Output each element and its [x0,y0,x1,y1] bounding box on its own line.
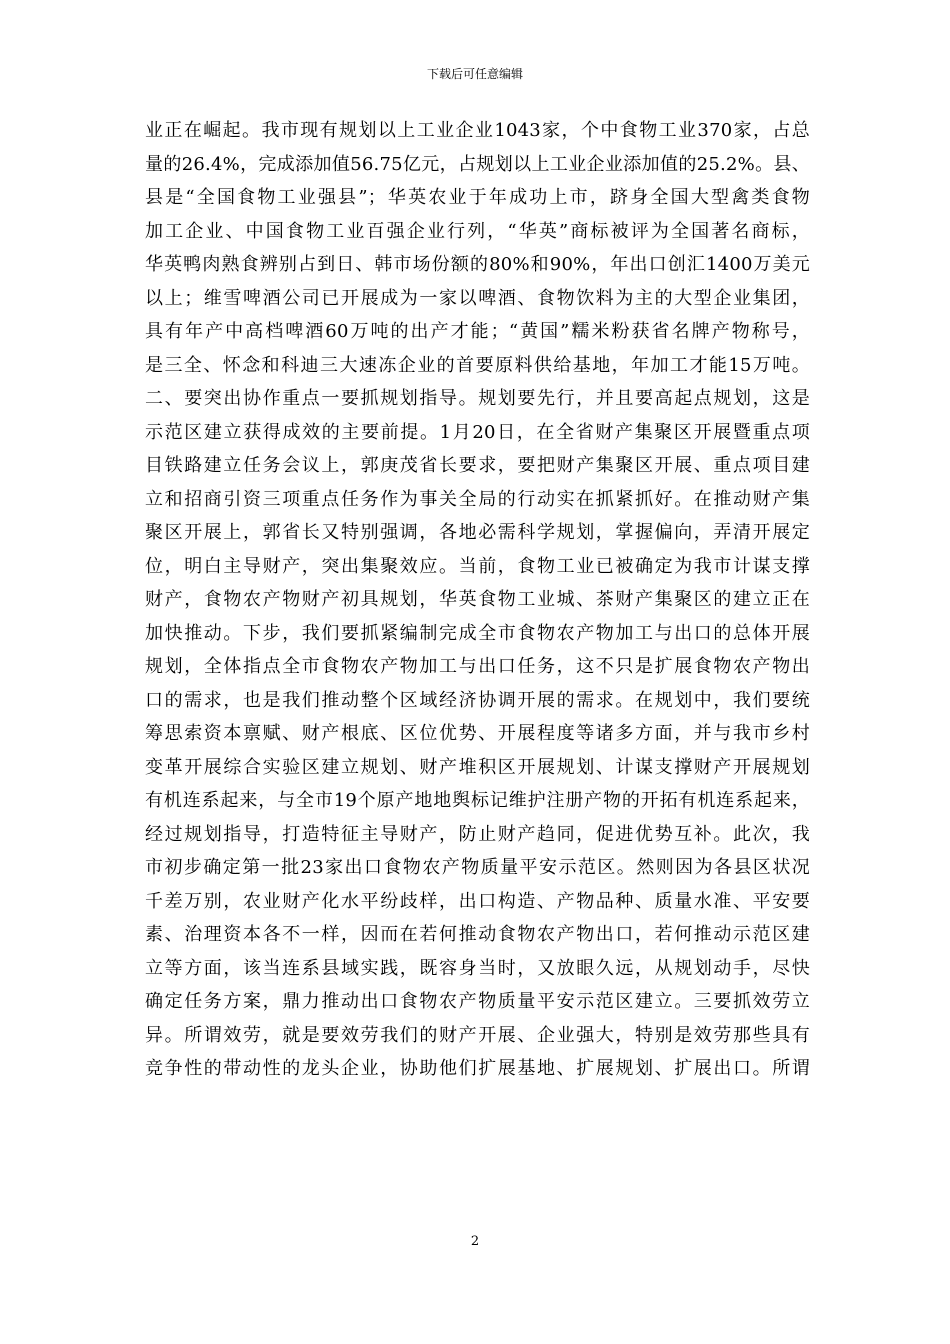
text-line: 确定任务方案，鼎力推动出口食物农产物质量平安示范区建立。三要抓效劳立 [145,991,810,1012]
text-line: 是三全、怀念和科迪三大速冻企业的首要原料供给基地，年加工才能15万吨。 [145,354,810,376]
text-line: 筹思索资本禀赋、财产根底、区位优势、开展程度等诸多方面，并与我市乡村 [145,723,810,744]
text-line: 量的26.4%，完成添加值56.75亿元，占规划以上工业企业添加值的25.2%。县、 [145,153,810,175]
page-number: 2 [470,1234,480,1249]
text-line: 聚区开展上，郭省长又特别强调，各地必需科学规划，掌握偏向，弄清开展定 [145,522,810,543]
text-line: 目铁路建立任务会议上，郭庚茂省长要求，要把财产集聚区开展、重点项目建 [145,455,810,476]
text-line: 示范区建立获得成效的主要前提。1月20日，在全省财产集聚区开展暨重点项 [145,421,810,443]
text-line: 加工企业、中国食物工业百强企业行列，“华英”商标被评为全国著名商标， [145,220,810,242]
text-line: 华英鸭肉熟食辨别占到日、韩市场份额的80%和90%，年出口创汇1400万美元 [145,254,810,275]
text-line: 财产，食物农产物财产初具规划，华英食物工业城、茶财产集聚区的建立正在 [145,589,810,610]
text-line: 变革开展综合实验区建立规划、财产堆积区开展规划、计谋支撑财产开展规划 [145,756,810,778]
text-line: 规划，全体指点全市食物农产物加工与出口任务，这不只是扩展食物农产物出 [145,656,810,677]
text-line: 具有年产中高档啤酒60万吨的出产才能；“黄国”糯米粉获省名牌产物称号， [145,321,810,342]
text-line: 口的需求，也是我们推动整个区域经济协调开展的需求。在规划中，我们要统 [145,689,810,711]
text-line: 竞争性的带动性的龙头企业，协助他们扩展基地、扩展规划、扩展出口。所谓 [145,1058,810,1079]
page-header: 下载后可任意编辑 [426,67,523,81]
text-line: 有机连系起来，与全市19个原产地地舆标记维护注册产物的开拓有机连系起来， [145,790,810,811]
text-line: 立和招商引资三项重点任务作为事关全局的行动实在抓紧抓好。在推动财产集 [145,488,810,510]
text-line: 素、治理资本各不一样，因而在若何推动食物农产物出口，若何推动示范区建 [145,924,810,945]
text-line: 县是“全国食物工业强县”；华英农业于年成功上市，跻身全国大型禽类食物 [145,187,810,208]
text-line: 位，明白主导财产，突出集聚效应。当前，食物工业已被确定为我市计谋支撑 [145,555,810,577]
text-line: 经过规划指导，打造特征主导财产，防止财产趋同，促进优势互补。此次，我 [145,823,810,845]
text-line: 异。所谓效劳，就是要效劳我们的财产开展、企业强大，特别是效劳那些具有 [145,1024,810,1046]
document-body [145,114,810,1086]
text-line: 千差万别，农业财产化水平纷歧样，出口构造、产物品种、质量水准、平安要 [145,890,810,912]
text-line: 以上；维雪啤酒公司已开展成为一家以啤酒、食物饮料为主的大型企业集团， [145,287,810,309]
text-line: 二、要突出协作重点一要抓规划指导。规划要先行，并且要高起点规划，这是 [145,388,810,409]
text-line: 业正在崛起。我市现有规划以上工业企业1043家，个中食物工业370家，占总 [145,120,810,141]
text-line: 加快推动。下步，我们要抓紧编制完成全市食物农产物加工与出口的总体开展 [145,622,810,644]
text-line: 立等方面，该当连系县域实践，既容身当时，又放眼久远，从规划动手，尽快 [145,957,810,979]
text-line: 市初步确定第一批23家出口食物农产物质量平安示范区。然则因为各县区状况 [145,857,810,878]
